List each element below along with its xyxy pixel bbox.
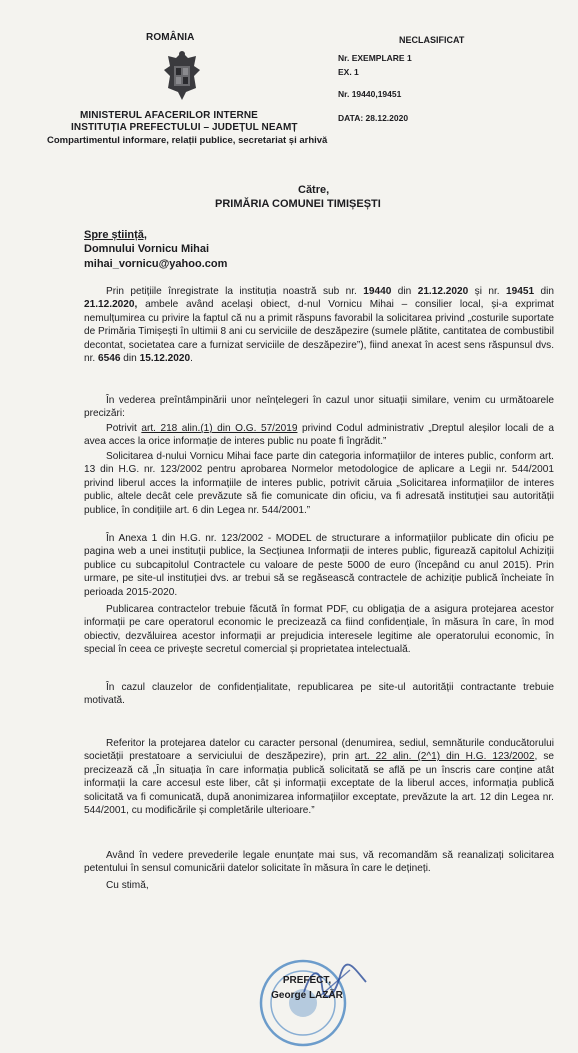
country-name: ROMÂNIA bbox=[146, 32, 195, 43]
paragraph-contract-publication: Publicarea contractelor trebuie făcută în format PDF, cu obligația de a asigura protejarea acestor informații pe care operatorul economic le precizează ca fiind confidențiale, în măsura în care, în mod obiectiv, dezvăluirea acestor informații ar prejudicia interesele legitime ale operatorului economic, în special în ceea ce privește secretul comercial și proprietatea intelectuală. bbox=[84, 604, 554, 656]
document-number: Nr. 19440,19451 bbox=[338, 89, 402, 99]
paragraph-annex-1: În Anexa 1 din H.G. nr. 123/2002 - MODEL de structurare a informațiilor publicate din oficiu pe pagina web a unei instituții publice, la Secțiunea Informații de interes public, figurează capitolul Achiziții publice cu subcapitolul Contractele cu valoare de peste 5000 de euro (începând cu anul 2015). Prin urmare, pe site-ul instituției dvs. ar trebui să se regăsească contractele de achiziție publică încheiate în perioada 2015-2020. bbox=[84, 533, 554, 598]
classification-label: NECLASIFICAT bbox=[399, 35, 465, 45]
ministry-name: MINISTERUL AFACERILOR INTERNE bbox=[80, 110, 258, 121]
paragraph-clarifications-intro: În vederea preîntâmpinării unor neînțelegeri în cazul unor situații similare, venim cu următoarele precizări: bbox=[84, 395, 554, 420]
recipient-to: Către, bbox=[298, 184, 330, 196]
cc-email: mihai_vornicu@yahoo.com bbox=[84, 258, 228, 270]
copies-count: Nr. EXEMPLARE 1 bbox=[338, 53, 412, 63]
paragraph-recommendation: Având în vedere prevederile legale enunțate mai sus, vă recomandăm să reanalizați solicitarea petentului în sensul comunicării datelor solicitate în măsura în care le dețineți. bbox=[84, 850, 554, 875]
closing-salutation: Cu stimă, bbox=[106, 880, 149, 891]
cc-person: Domnului Vornicu Mihai bbox=[84, 243, 210, 255]
legal-reference-og-57: art. 218 alin.(1) din O.G. 57/2019 bbox=[141, 423, 298, 434]
legal-reference-hg-123: art. 22 alin. (2^1) din H.G. 123/2002 bbox=[355, 751, 535, 763]
paragraph-confidentiality: În cazul clauzelor de confidențialitate, republicarea pe site-ul autorității contractante trebuie motivată. bbox=[84, 682, 554, 707]
coat-of-arms-emblem bbox=[160, 48, 204, 104]
signatory-name: George LAZĂR bbox=[271, 990, 343, 1001]
paragraph-public-information: Solicitarea d-nului Vornicu Mihai face parte din categoria informațiilor de interes public, conform art. 13 din H.G. nr. 123/2002 pentru aprobarea Normelor metodologice de aplicare a Legii nr. 544/2001 privind liberul acces la informațiile de interes public, potrivit căruia „Solicitarea informațiilor de interes public, altele decât cele prevăzute să fie comunicate din oficiu, va fi adresată instituției sau autorității publice, în condițiile art. 6 din Legea nr. 544/2001.” bbox=[84, 451, 554, 516]
department-name: Compartimentul informare, relații publice, secretariat și arhivă bbox=[47, 135, 328, 146]
document-date: DATA: 28.12.2020 bbox=[338, 113, 409, 123]
copy-number: EX. 1 bbox=[338, 67, 359, 77]
paragraph-administrative-code: Potrivit art. 218 alin.(1) din O.G. 57/2019 privind Codul administrativ „Dreptul aleșilor locali de a avea acces la orice informație de interes public nu poate fi îngrădit.” bbox=[84, 423, 554, 448]
signatory-role: PREFECT, bbox=[282, 975, 332, 986]
institution-name: INSTITUȚIA PREFECTULUI – JUDEȚUL NEAMȚ bbox=[71, 122, 298, 133]
cc-label: Spre știință, bbox=[84, 229, 147, 241]
paragraph-personal-data: Referitor la protejarea datelor cu caracter personal (denumirea, sediul, semnăturile conducătorului societății prestatoare a serviciului de deszăpezire), prin art. 22 alin. (2^1) din H.G. 123/2002, se precizează că „În situația în care informația publică solicitată se află pe un înscris care conține atât informații la care accesul este liber, cât și informații exceptate de la liberul acces, informația publică solicitată va fi comunicată, după anonimizarea informațiilor exceptate, prevăzute la art. 12 din Legea nr. 544/2001, cu modificările și completările ulterioare.” bbox=[84, 738, 554, 817]
paragraph-petitions: Prin petițiile înregistrate la instituția noastră sub nr. 19440 din 21.12.2020 și nr. 19451 din 21.12.2020, ambele având același obiect, d-nul Vornicu Mihai – consilier local, și-a exprimat nemulțumirea cu privire la faptul că nu a primit răspuns favorabil la solicitarea privind „costurile suportate de Primăria Timișești în ultimii 8 ani cu serviciile de deszăpezire (sumele plătite, cantitatea de combustibil decontat, societatea care a furnizat serviciile de deszăpezire”), fiind anexat în acest sens răspunsul dvs. nr. 6546 din 15.12.2020. bbox=[84, 286, 554, 365]
recipient-name: PRIMĂRIA COMUNEI TIMIȘEȘTI bbox=[215, 198, 381, 210]
